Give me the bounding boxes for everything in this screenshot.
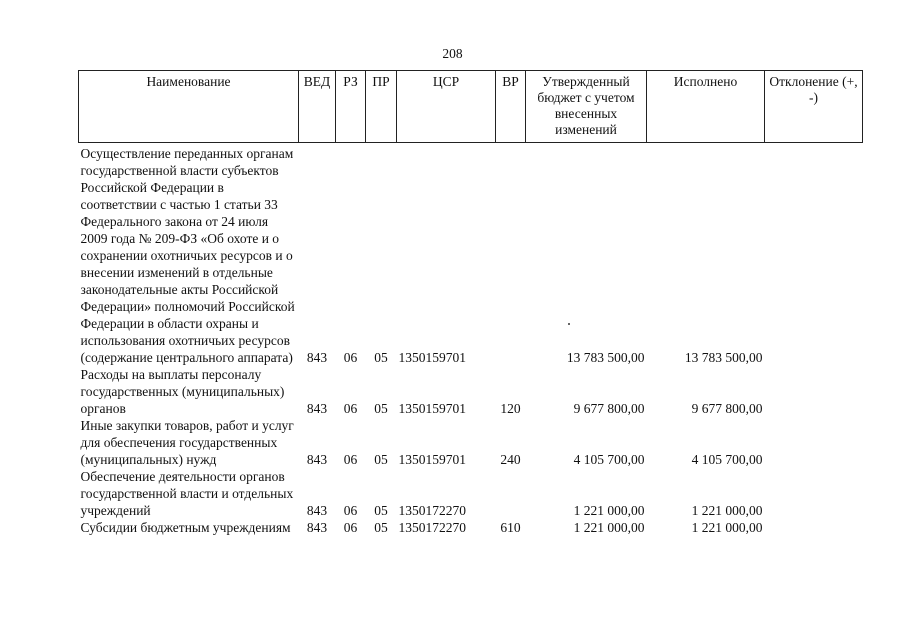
row-pr: 05	[374, 452, 388, 467]
row-deviation	[765, 417, 863, 468]
page-number: 208	[442, 46, 463, 61]
row-name: Субсидии бюджетным учреждениям	[80, 520, 291, 535]
row-pr: 05	[374, 520, 388, 535]
header-approved: Утвержденный бюджет с учетом внесенных изменений	[526, 71, 647, 143]
row-pr: 05	[374, 350, 388, 365]
row-deviation	[765, 519, 863, 536]
row-rz: 06	[343, 520, 358, 535]
row-deviation	[765, 366, 863, 417]
scan-speck	[568, 323, 570, 325]
row-executed: 1 221 000,00	[691, 520, 763, 535]
header-csr: ЦСР	[397, 71, 496, 143]
header-executed: Исполнено	[647, 71, 765, 143]
table-row	[79, 366, 863, 417]
header-rz: РЗ	[336, 71, 366, 143]
row-deviation	[765, 468, 863, 519]
row-csr: 1350159701	[398, 401, 466, 416]
row-approved: 9 677 800,00	[573, 401, 645, 416]
row-ved: 843	[306, 350, 328, 365]
table-row	[79, 417, 863, 468]
row-ved: 843	[306, 452, 328, 467]
row-name: Иные закупки товаров, работ и услуг для обеспечения государственных (муниципальных) нужд	[80, 418, 294, 467]
row-pr: 05	[374, 503, 388, 518]
row-rz: 06	[343, 452, 358, 467]
row-rz: 06	[343, 401, 358, 416]
table-body	[79, 143, 863, 537]
table-row	[79, 519, 863, 536]
row-vr	[496, 468, 526, 519]
row-csr: 1350159701	[398, 350, 466, 365]
row-approved: 1 221 000,00	[573, 503, 645, 518]
row-pr: 05	[374, 401, 388, 416]
header-deviation: Отклонение (+, -)	[765, 71, 863, 143]
row-approved: 4 105 700,00	[573, 452, 645, 467]
row-ved: 843	[306, 520, 328, 535]
header-ved: ВЕД	[299, 71, 336, 143]
row-name: Обеспечение деятельности органов государственной власти и отдельных учреждений	[80, 469, 294, 518]
header-vr: ВР	[496, 71, 526, 143]
row-rz: 06	[343, 503, 358, 518]
row-executed: 4 105 700,00	[691, 452, 763, 467]
header-pr: ПР	[366, 71, 397, 143]
row-executed: 13 783 500,00	[684, 350, 763, 365]
row-vr: 610	[500, 520, 521, 535]
budget-table	[78, 70, 863, 536]
row-approved: 1 221 000,00	[573, 520, 645, 535]
row-ved: 843	[306, 503, 328, 518]
row-name: Осуществление переданных органам государственной власти субъектов Российской Федерации в соответствии с частью 1 статьи 33 Федерального закона от 24 июля 2009 года № 209-ФЗ «Об охоте и о сохранении охотничьих ресурсов и о внесении изменений в отдельные законодательные акты Российской Федерации» полномочий Российской Федерации в области охраны и использования охотничьих ресурсов (содержание центрального аппарата)	[80, 146, 295, 365]
row-rz: 06	[343, 350, 358, 365]
table-header	[79, 71, 863, 143]
row-csr: 1350159701	[398, 452, 466, 467]
table-row	[79, 468, 863, 519]
row-name: Расходы на выплаты персоналу государственных (муниципальных) органов	[80, 367, 285, 416]
row-csr: 1350172270	[398, 503, 466, 518]
row-ved: 843	[306, 401, 328, 416]
row-executed: 1 221 000,00	[691, 503, 763, 518]
row-deviation	[765, 143, 863, 367]
row-executed: 9 677 800,00	[691, 401, 763, 416]
row-csr: 1350172270	[398, 520, 466, 535]
table-row	[79, 143, 863, 367]
header-name: Наименование	[79, 71, 299, 143]
row-vr: 240	[500, 452, 521, 467]
row-vr	[496, 143, 526, 367]
row-vr: 120	[500, 401, 521, 416]
row-approved: 13 783 500,00	[566, 350, 645, 365]
